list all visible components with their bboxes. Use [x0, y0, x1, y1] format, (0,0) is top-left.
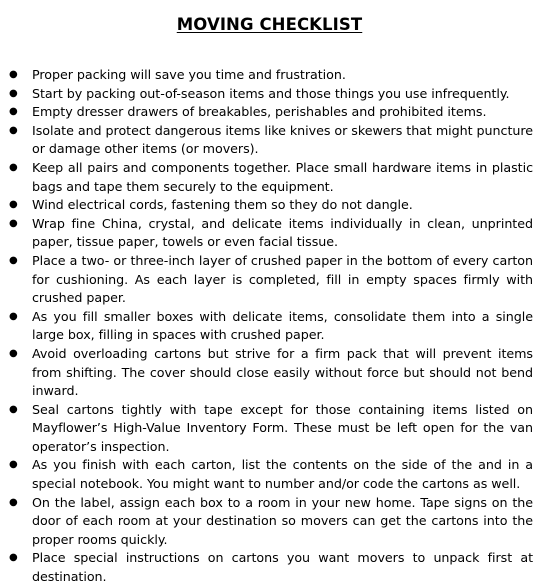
page-title-text: MOVING CHECKLIST: [176, 15, 363, 34]
checklist-item-text: Proper packing will save you time and frustration.: [32, 67, 346, 82]
checklist-item-text: Keep all pairs and components together. Place small hardware items in plastic bags and tape them securely to the equipment.: [32, 159, 533, 194]
bullet-icon: ●: [9, 459, 18, 471]
checklist-item: [0, 85, 539, 104]
checklist-item-text: Empty dresser drawers of breakables, perishables and prohibited items.: [32, 104, 487, 120]
bullet-icon: ●: [9, 124, 18, 136]
bullet-icon: ●: [9, 347, 18, 359]
checklist-item-text: Place a two- or three-inch layer of crushed paper in the bottom of every carton for cushioning. As each layer is completed, fill in empty spaces firmly with crushed paper.: [32, 252, 533, 306]
checklist-item: [0, 122, 539, 159]
checklist-item: [0, 549, 539, 586]
checklist-item-text: As you fill smaller boxes with delicate items, consolidate them into a single large box, filling in spaces with crushed paper.: [32, 308, 533, 343]
bullet-icon: ●: [9, 254, 18, 266]
checklist-item: [0, 215, 539, 252]
bullet-icon: ●: [9, 69, 18, 80]
checklist-item: [0, 252, 539, 308]
bullet-icon: ●: [9, 552, 18, 564]
checklist-item: [0, 159, 539, 196]
checklist-item-text: Seal cartons tightly with tape except for those containing items listed on Mayflower’s High-Value Inventory Form. These must be left open for the van operator’s inspection.: [32, 401, 533, 454]
checklist-item: [0, 103, 539, 122]
bullet-icon: ●: [9, 403, 18, 415]
checklist-item-text: Wind electrical cords, fastening them so they do not dangle.: [32, 197, 413, 213]
checklist-item: [0, 456, 539, 493]
bullet-icon: ●: [9, 310, 18, 322]
checklist-item-text: Isolate and protect dangerous items like knives or skewers that might puncture or damage other items (or movers).: [32, 122, 533, 157]
checklist-item: [0, 66, 539, 85]
bullet-icon: ●: [9, 199, 18, 211]
checklist-item: [0, 401, 539, 457]
checklist-item: [0, 345, 539, 401]
bullet-icon: ●: [9, 496, 18, 508]
checklist-item-text: As you finish with each carton, list the contents on the side of the and in a special notebook. You might want to number and/or code the cartons as well.: [32, 457, 533, 492]
checklist: [0, 66, 539, 587]
bullet-icon: ●: [9, 161, 18, 173]
bullet-icon: ●: [9, 87, 18, 99]
page-title: [0, 14, 539, 36]
checklist-item: [0, 494, 539, 550]
checklist-item-text: Wrap fine China, crystal, and delicate items individually in clean, unprinted paper, tissue paper, towels or even facial tissue.: [32, 215, 533, 250]
checklist-item-text: Place special instructions on cartons you want movers to unpack first at destination.: [32, 550, 533, 585]
checklist-item: [0, 308, 539, 345]
checklist-item-text: Start by packing out-of-season items and those things you use infrequently.: [32, 85, 510, 101]
checklist-item-text: Avoid overloading cartons but strive for a firm pack that will prevent items from shifting. The cover should close easily without force but should not bend inward.: [32, 345, 533, 399]
bullet-icon: ●: [9, 106, 18, 118]
bullet-icon: ●: [9, 217, 18, 229]
checklist-item-text: On the label, assign each box to a room in your new home. Tape signs on the door of each room at your destination so movers can get the cartons into the proper rooms quickly.: [32, 494, 533, 547]
checklist-item: [0, 196, 539, 215]
